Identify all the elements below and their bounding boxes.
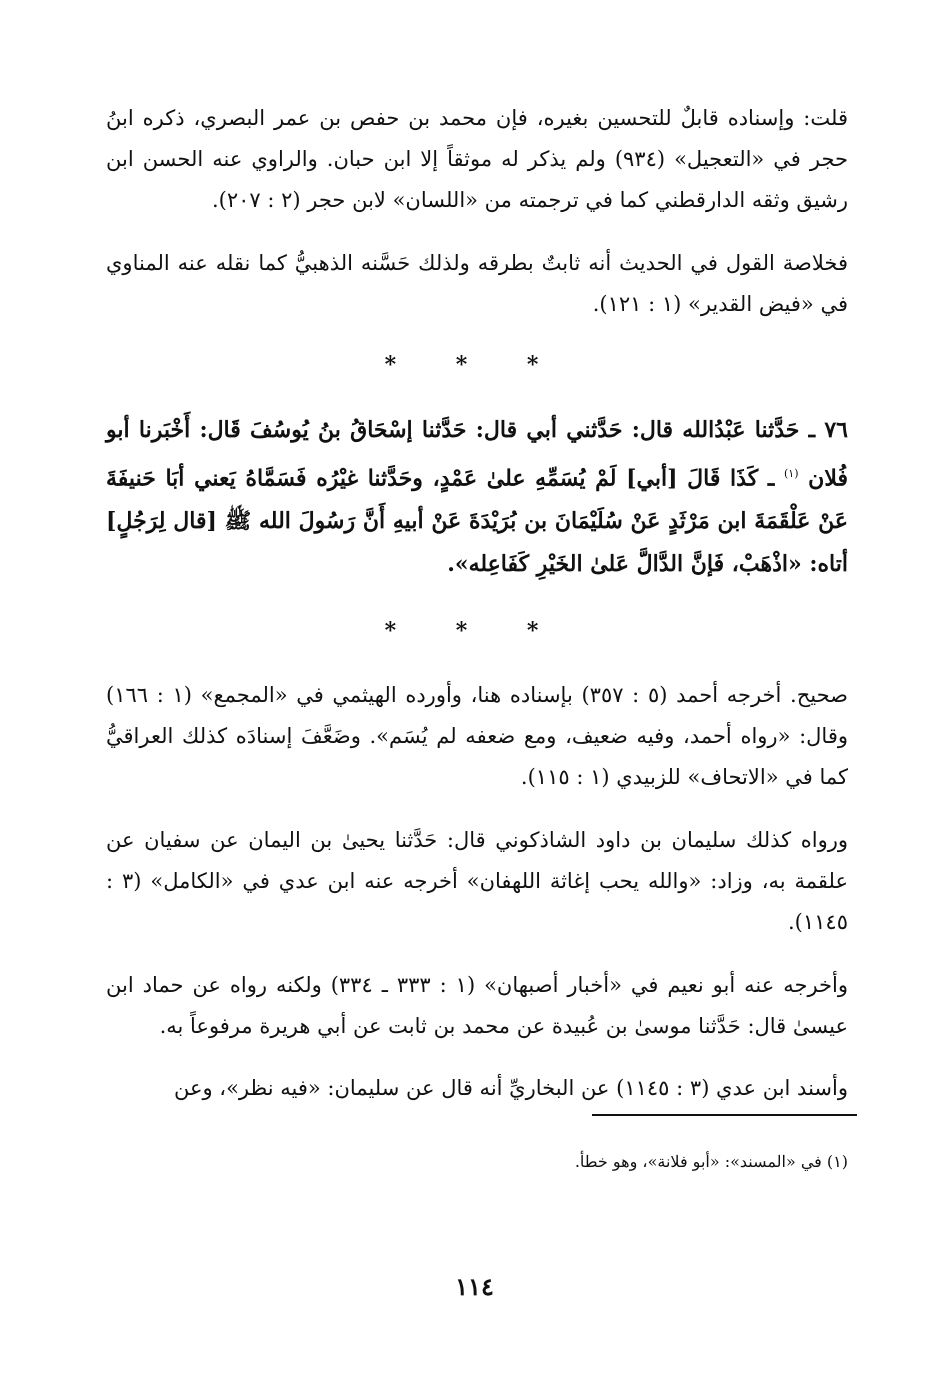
commentary-shadhakuni: ورواه كذلك سليمان بن داود الشاذكوني قال: حَدَّثنا يحيىٰ بن اليمان عن سفيان عن علقمة به، وزاد: «والله يحب إغاثة اللهفان» أخرجه عنه ابن عدي في «الكامل» (٣ : ١١٤٥). xyxy=(106,828,848,934)
hadith-text-part1: ٧٦ ـ حَدَّثنا عَبْدُالله قال: حَدَّثني أبي قال: حَدَّثنا إسْحَاقُ بنُ يُوسُفَ قَال: أَخْبَرنا أبو فُلان xyxy=(106,417,848,492)
commentary-ibn-adi: وأسند ابن عدي (٣ : ١١٤٥) عن البخاريِّ أنه قال عن سليمان: «فيه نظر»، وعن xyxy=(173,1076,848,1100)
footnote: (١) في «المسند»: «أبو فلانة»، وهو خطأ. xyxy=(574,1152,848,1171)
footnote-divider xyxy=(592,1114,857,1116)
hadith-text-part2: ـ كَذَا قَالَ [أبي] لَمْ يُسَمِّهِ علىٰ عَمْدٍ، وحَدَّثنا غيْرُه فَسَمَّاهُ يَعني أبَا حَنيفَةَ عَنْ عَلْقَمَةَ ابن مَرْثَدٍ عَنْ سُلَيْمَانَ بن بُرَيْدَةَ عَنْ أبيهِ أَنَّ رَسُولَ الله ﷺ [قال لِرَجُلٍ] أتاه: «اذْهَبْ، فَإنَّ الدَّالَّ عَلىٰ الخَيْرِ كَفَاعِله». xyxy=(106,465,848,578)
hadith-text xyxy=(106,409,848,586)
section-separator: * * * xyxy=(384,352,565,378)
paragraph-qult: قلت: وإسناده قابلٌ للتحسين بغيره، فإن محمد بن حفص بن عمر البصري، ذكره ابنُ حجر في «التعجيل» (٩٣٤) ولم يذكر له موثقاً إلا ابن حبان. والراوي عنه الحسن ابن رشيق وثقه الدارقطني كما في ترجمته من «اللسان» لابن حجر (٢ : ٢٠٧). xyxy=(106,106,848,212)
section-separator: * * * xyxy=(384,618,565,644)
footnote-marker: (١) xyxy=(783,467,799,480)
commentary-takhrij: صحيح. أخرجه أحمد (٥ : ٣٥٧) بإسناده هنا، وأورده الهيثمي في «المجمع» (١ : ١٦٦) وقال: «رواه أحمد، وفيه ضعيف، ومع ضعفه لم يُسَم». وضَعَّفَ إسنادَه كذلك العراقيُّ كما في «الاتحاف» للزبيدي (١ : ١١٥). xyxy=(106,683,848,789)
commentary-abu-nuaym: وأخرجه عنه أبو نعيم في «أخبار أصبهان» (١ : ٣٣٣ ـ ٣٣٤) ولكنه رواه عن حماد ابن عيسىٰ قال: حَدَّثنا موسىٰ بن عُبيدة عن محمد بن ثابت عن أبي هريرة مرفوعاً به. xyxy=(106,973,848,1038)
paragraph-conclusion: فخلاصة القول في الحديث أنه ثابتٌ بطرقه ولذلك حَسَّنه الذهبيُّ كما نقله عنه المناوي في «فيض القدير» (١ : ١٢١). xyxy=(106,251,848,316)
page-number: ١١٤ xyxy=(455,1272,494,1301)
